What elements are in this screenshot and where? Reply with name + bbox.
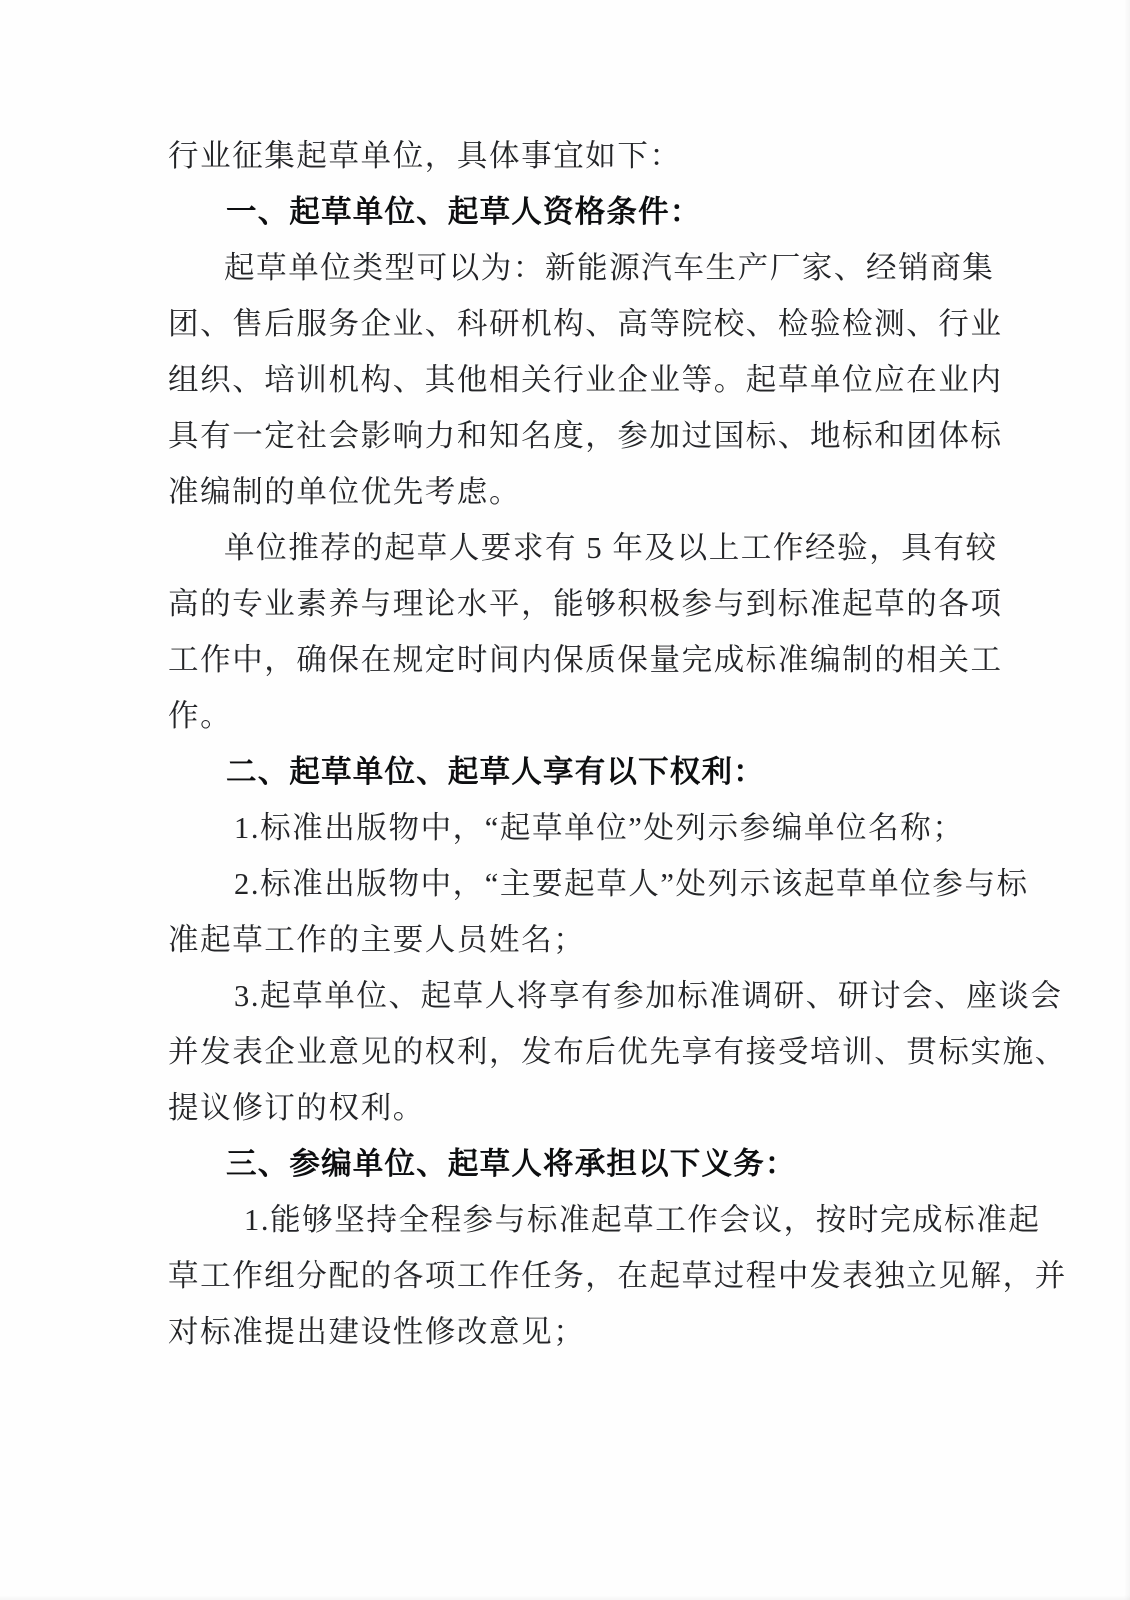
numbered-item-line: 1.标准出版物中，“起草单位”处列示参编单位名称； (234, 811, 965, 845)
paragraph-line: 工作中，确保在规定时间内保质保量完成标准编制的相关工 (168, 643, 1003, 677)
paragraph-line: 组织、培训机构、其他相关行业企业等。起草单位应在业内 (168, 363, 1003, 397)
section-heading-two: 二、起草单位、起草人享有以下权利： (226, 755, 765, 789)
numbered-item-line: 3.起草单位、起草人将享有参加标准调研、研讨会、座谈会 (234, 979, 1063, 1013)
section-heading-three: 三、参编单位、起草人将承担以下义务： (226, 1147, 797, 1181)
paragraph-line: 单位推荐的起草人要求有 5 年及以上工作经验，具有较 (224, 531, 998, 565)
numbered-item-line: 并发表企业意见的权利，发布后优先享有接受培训、贯标实施、 (168, 1035, 1067, 1069)
paragraph-line: 具有一定社会影响力和知名度，参加过国标、地标和团体标 (168, 419, 1003, 453)
numbered-item-line: 提议修订的权利。 (168, 1091, 425, 1125)
scan-edge-bottom (0, 1595, 1130, 1600)
paragraph-line: 高的专业素养与理论水平，能够积极参与到标准起草的各项 (168, 587, 1003, 621)
numbered-item-line: 准起草工作的主要人员姓名； (168, 923, 586, 957)
numbered-item-line: 草工作组分配的各项工作任务，在起草过程中发表独立见解，并 (168, 1259, 1067, 1293)
numbered-item-line: 2.标准出版物中，“主要起草人”处列示该起草单位参与标 (234, 867, 1029, 901)
paragraph-line: 团、售后服务企业、科研机构、高等院校、检验检测、行业 (168, 307, 1003, 341)
paragraph-line: 准编制的单位优先考虑。 (168, 475, 522, 509)
section-heading-one: 一、起草单位、起草人资格条件： (226, 195, 702, 229)
paragraph-line: 作。 (168, 699, 233, 733)
paragraph-line: 起草单位类型可以为：新能源汽车生产厂家、经销商集 (224, 251, 995, 285)
numbered-item-line: 对标准提出建设性修改意见； (168, 1315, 586, 1349)
scan-edge-right (1124, 0, 1130, 1600)
paragraph-line-intro: 行业征集起草单位，具体事宜如下： (168, 139, 682, 173)
document-body (168, 128, 1067, 1360)
numbered-item-line: 1.能够坚持全程参与标准起草工作会议，按时完成标准起 (244, 1203, 1041, 1237)
